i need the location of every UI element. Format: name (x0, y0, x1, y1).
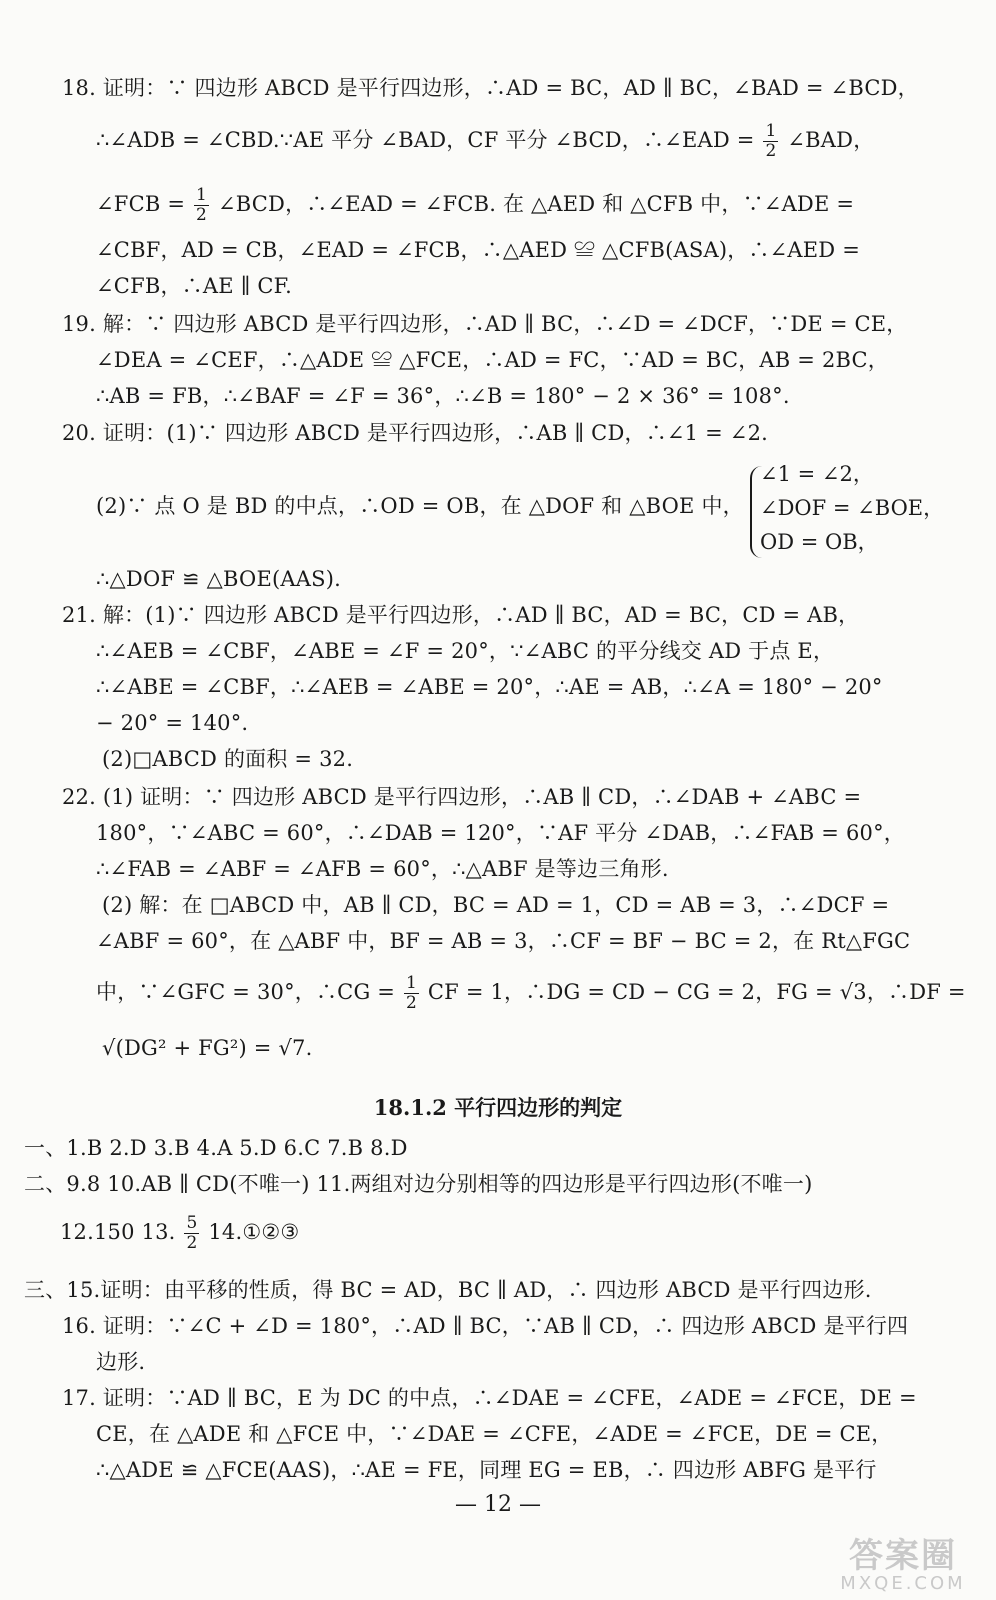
fraction-denominator: 2 (765, 141, 777, 161)
answer-line: ∠ABF = 60°，在 △ABF 中，BF = AB = 3，∴CF = BF − BC = 2，在 Rt△FGC (96, 929, 911, 953)
line-text: ∠BCD，∴∠EAD = ∠FCB. 在 △AED 和 △CFB 中，∵∠ADE = (217, 192, 855, 216)
fraction (184, 1214, 199, 1253)
answer-line: ∴∠ABE = ∠CBF，∴∠AEB = ∠ABE = 20°，∴AE = AB，∴∠A = 180° − 20° (96, 675, 883, 699)
answer-line: 22. (1) 证明：∵ 四边形 ABCD 是平行四边形，∴AB ∥ CD，∴∠DAB + ∠ABC = (62, 785, 862, 809)
answer-line: CE，在 △ADE 和 △FCE 中，∵∠DAE = ∠CFE，∠ADE = ∠FCE，DE = CE， (96, 1422, 893, 1446)
answer-line: 21. 解：(1)∵ 四边形 ABCD 是平行四边形，∴AD ∥ BC，AD = BC，CD = AB， (62, 603, 860, 627)
fraction (763, 122, 778, 161)
answer-line: ∴△DOF ≌ △BOE(AAS). (96, 567, 341, 591)
watermark-url: MXQE.COM (840, 1573, 966, 1594)
answer-line: 一、1.B 2.D 3.B 4.A 5.D 6.C 7.B 8.D (24, 1136, 408, 1160)
fraction-numerator: 1 (405, 973, 418, 993)
answer-line: (2) 解：在 □ABCD 中，AB ∥ CD，BC = AD = 1，CD = AB = 3，∴∠DCF = (102, 893, 890, 917)
answer-line: 17. 证明：∵AD ∥ BC，E 为 DC 的中点，∴∠DAE = ∠CFE，∠ADE = ∠FCE，DE = (62, 1386, 917, 1410)
answer-line (60, 1214, 299, 1253)
answer-line: 三、15.证明：由平移的性质，得 BC = AD，BC ∥ AD，∴ 四边形 ABCD 是平行四边形. (24, 1278, 872, 1302)
answer-line: 19. 解：∵ 四边形 ABCD 是平行四边形，∴AD ∥ BC，∴∠D = ∠DCF，∵DE = CE， (62, 312, 908, 336)
answer-line: √(DG² + FG²) = √7. (102, 1036, 313, 1060)
fraction-numerator: 1 (765, 121, 777, 141)
answer-line: ∴AB = FB，∴∠BAF = ∠F = 36°，∴∠B = 180° − 2 × 36° = 108°. (96, 384, 790, 408)
answer-line: ∴∠FAB = ∠ABF = ∠AFB = 60°，∴△ABF 是等边三角形. (96, 857, 669, 881)
line-text: 14.①②③ (208, 1220, 300, 1244)
answer-line (96, 122, 874, 161)
answer-line: 二、9.8 10.AB ∥ CD(不唯一) 11.两组对边分别相等的四边形是平行四边形(不唯一) (24, 1172, 813, 1196)
fraction-numerator: 1 (196, 185, 208, 205)
answer-line: ∠CBF，AD = CB，∠EAD = ∠FCB，∴△AED ≌ △CFB(ASA)，∴∠AED = (96, 238, 861, 262)
answer-line: 边形. (96, 1350, 146, 1374)
answer-line: 16. 证明：∵∠C + ∠D = 180°，∴AD ∥ BC，∵AB ∥ CD，∴ 四边形 ABCD 是平行四 (62, 1314, 909, 1338)
line-text: 12.150 13. (60, 1220, 176, 1244)
system-equation: ∠1 = ∠2， (760, 462, 874, 486)
answer-line: 18. 证明：∵ 四边形 ABCD 是平行四边形，∴AD = BC，AD ∥ BC，∠BAD = ∠BCD， (62, 76, 919, 100)
fraction-numerator: 5 (186, 1213, 198, 1233)
line-text: ∠FCB = (96, 192, 186, 216)
page-number: — 12 — (455, 1492, 541, 1517)
fraction-denominator: 2 (186, 1233, 198, 1253)
watermark-logo (818, 1538, 988, 1594)
answer-line: − 20° = 140°. (96, 711, 249, 735)
answer-line: 180°，∵∠ABC = 60°，∴∠DAB = 120°，∵AF 平分 ∠DAB，∴∠FAB = 60°， (96, 821, 905, 845)
fraction (194, 186, 209, 225)
line-text: ∴∠ADB = ∠CBD.∵AE 平分 ∠BAD，CF 平分 ∠BCD，∴∠EAD = (96, 128, 755, 152)
section-title: 18.1.2 平行四边形的判定 (373, 1095, 623, 1120)
answer-line: ∴∠AEB = ∠CBF，∠ABE = ∠F = 20°，∵∠ABC 的平分线交 AD 于点 E， (96, 639, 835, 663)
system-equation: OD = OB， (760, 530, 879, 554)
answer-line (96, 974, 966, 1013)
answer-line: ∠CFB，∴AE ∥ CF. (96, 274, 293, 298)
fraction (404, 974, 419, 1013)
line-text: ∠BAD， (787, 128, 875, 152)
answer-line: 20. 证明：(1)∵ 四边形 ABCD 是平行四边形，∴AB ∥ CD，∴∠1 = ∠2. (62, 421, 769, 445)
system-equation: ∠DOF = ∠BOE， (760, 496, 945, 520)
answer-line: ∠DEA = ∠CEF，∴△ADE ≌ △FCE，∴AD = FC，∵AD = BC，AB = 2BC， (96, 348, 890, 372)
fraction-denominator: 2 (405, 993, 418, 1013)
watermark-text: 答案圈 (849, 1536, 957, 1576)
answer-line (96, 186, 854, 225)
fraction-denominator: 2 (196, 205, 208, 225)
line-text: 中，∵∠GFC = 30°，∴CG = (96, 980, 396, 1004)
line-text: CF = 1，∴DG = CD − CG = 2，FG = √3，∴DF = (427, 980, 966, 1004)
answer-line: (2)□ABCD 的面积 = 32. (102, 747, 354, 771)
answer-line: (2)∵ 点 O 是 BD 的中点，∴OD = OB，在 △DOF 和 △BOE 中， (96, 494, 744, 518)
answer-line: ∴△ADE ≌ △FCE(AAS)，∴AE = FE，同理 EG = EB，∴ 四边形 ABFG 是平行 (96, 1458, 877, 1482)
